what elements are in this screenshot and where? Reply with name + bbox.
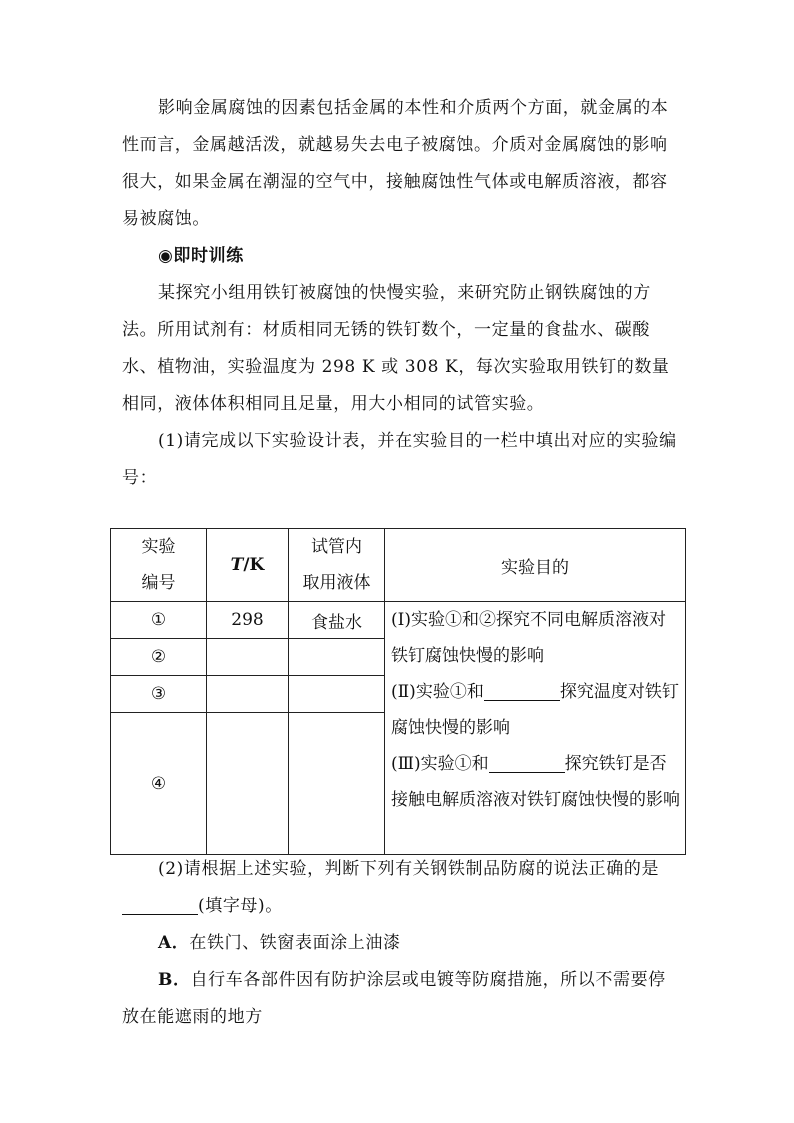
temperature-cell: 298: [207, 602, 289, 639]
question-2: (2)请根据上述实验，判断下列有关钢铁制品防腐的说法正确的是(填字母)。: [122, 851, 678, 925]
experiment-id-cell: ④: [111, 713, 207, 855]
temperature-cell[interactable]: [207, 639, 289, 676]
question-1: (1)请完成以下实验设计表，并在实验目的一栏中填出对应的实验编号：: [122, 431, 677, 488]
intro-paragraph: 影响金属腐蚀的因素包括金属的本性和介质两个方面，就金属的本性而言，金属越活泼，就越易失去电子被腐蚀。介质对金属腐蚀的影响很大，如果金属在潮湿的空气中，接触腐蚀性气体或电解质溶液，都容易被腐蚀。: [122, 98, 669, 229]
problem-paragraph: 某探究小组用铁钉被腐蚀的快慢实验，来研究防止钢铁腐蚀的方法。所用试剂有：材质相同无锈的铁钉数个，一定量的食盐水、碳酸水、植物油，实验温度为 298 K 或 308 K，每次实验取用铁钉的数量相同，液体体积相同且足量，用大小相同的试管实验。: [122, 283, 670, 414]
purpose-3: (Ⅲ)实验①和 探究铁钉是否接触电解质溶液对铁钉腐蚀快慢的影响: [391, 754, 680, 810]
header-purpose: 实验目的: [385, 529, 686, 602]
answer-blank[interactable]: [489, 754, 565, 773]
header-liquid: 试管内 取用液体: [289, 529, 385, 602]
table-row: [111, 602, 686, 639]
experiment-id-cell: ③: [111, 676, 207, 713]
purpose-cell: [385, 602, 686, 855]
liquid-cell: 食盐水: [289, 602, 385, 639]
answer-blank[interactable]: [122, 896, 198, 915]
liquid-cell[interactable]: [289, 713, 385, 855]
temperature-cell[interactable]: [207, 713, 289, 855]
experiment-table: [110, 528, 686, 855]
experiment-id-cell: ②: [111, 639, 207, 676]
purpose-1: (Ⅰ)实验①和②探究不同电解质溶液对铁钉腐蚀快慢的影响: [391, 610, 666, 666]
header-experiment-id: 实验 编号: [111, 529, 207, 602]
temperature-cell[interactable]: [207, 676, 289, 713]
experiment-id-cell: ①: [111, 602, 207, 639]
table-header-row: [111, 529, 686, 602]
answer-blank[interactable]: [484, 682, 560, 701]
liquid-cell[interactable]: [289, 676, 385, 713]
option-b: B．自行车各部件因有防护涂层或电镀等防腐措施，所以不需要停放在能遮雨的地方: [122, 970, 666, 1027]
liquid-cell[interactable]: [289, 639, 385, 676]
header-temperature: T/K: [207, 529, 289, 602]
purpose-2: (Ⅱ)实验①和 探究温度对铁钉腐蚀快慢的影响: [391, 682, 679, 738]
option-a: A．在铁门、铁窗表面涂上油漆: [158, 933, 401, 953]
practice-heading: ◉即时训练: [158, 246, 244, 266]
